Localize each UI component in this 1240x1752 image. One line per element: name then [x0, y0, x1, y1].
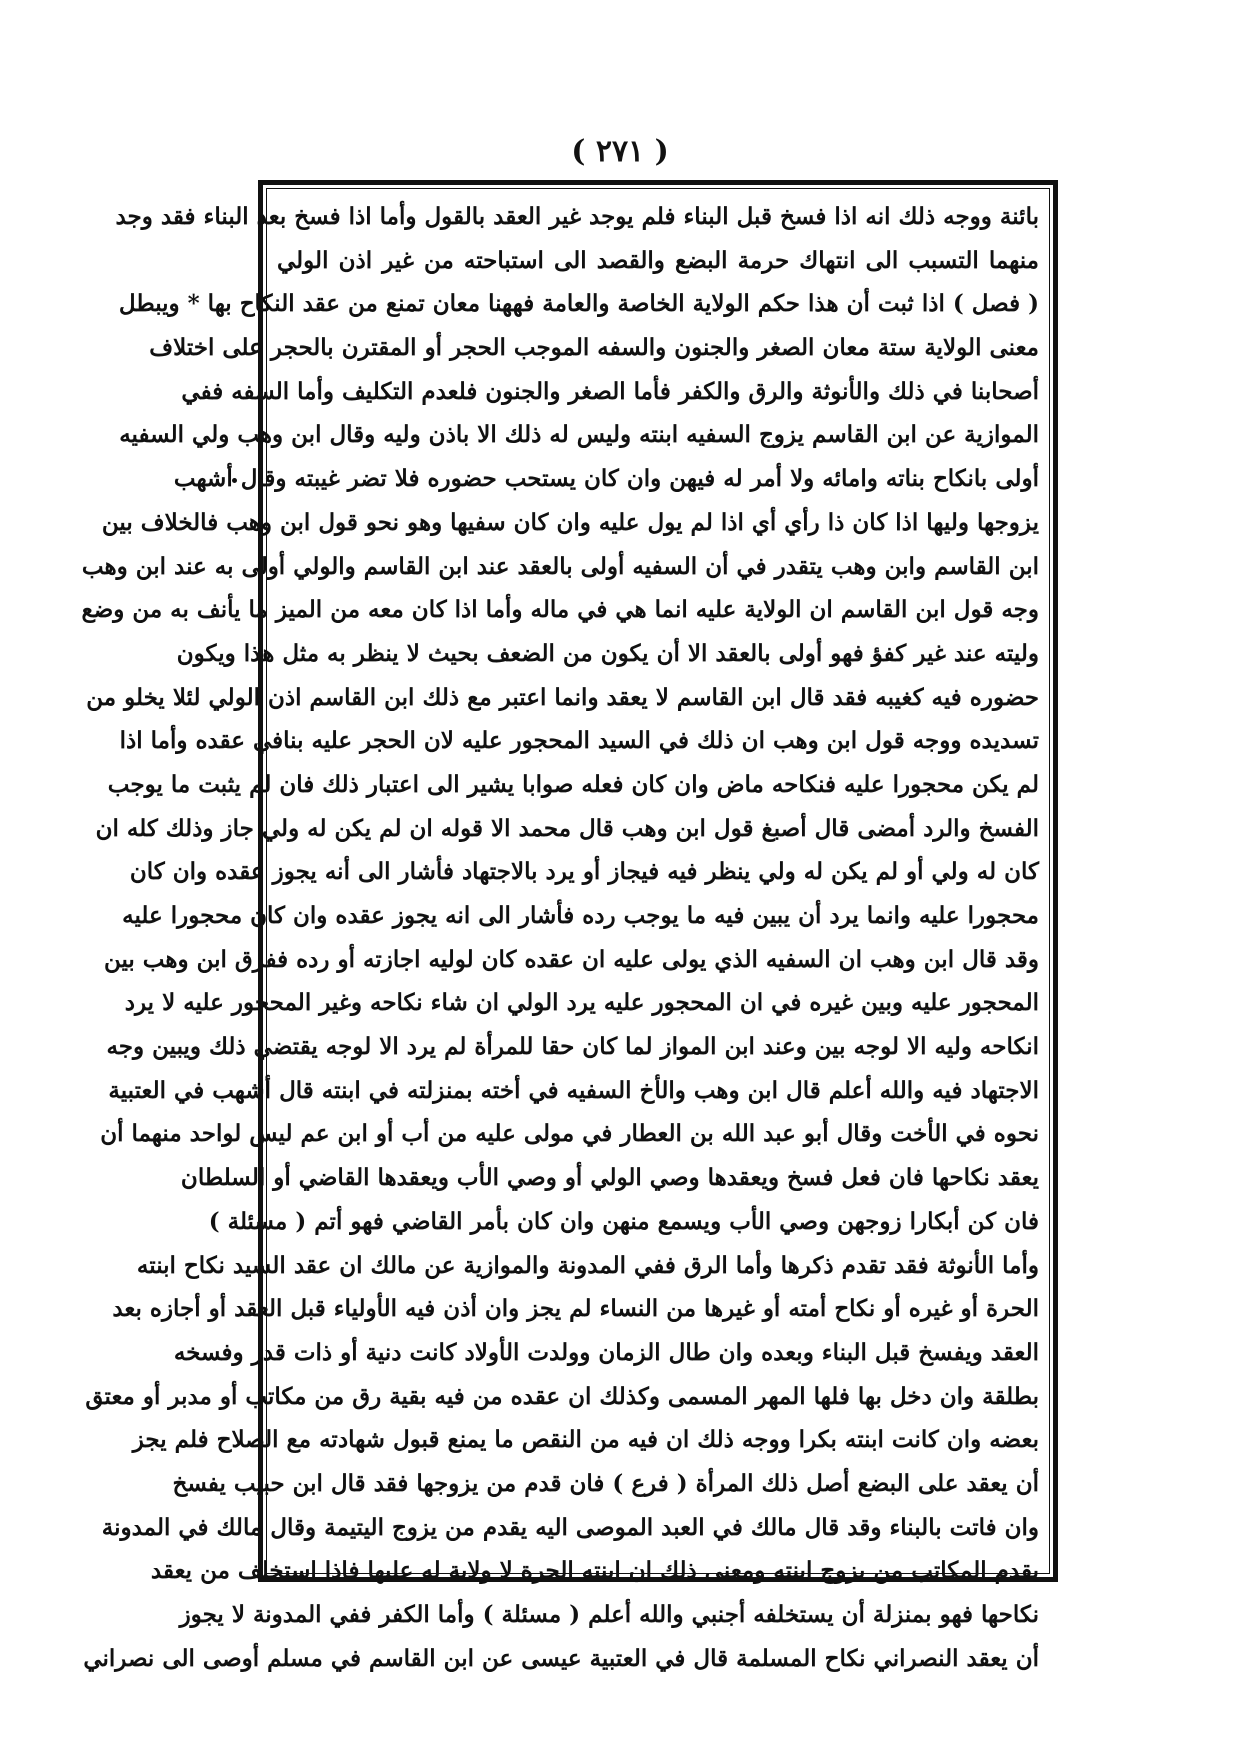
text-line: حضوره فيه كغيبه فقد قال ابن القاسم لا يعقد وانما اعتبر مع ذلك ابن القاسم اذن الولي لئلا يخلو من	[86, 683, 1039, 711]
text-line: يعقد نكاحها فان فعل فسخ ويعقدها وصي الولي أو وصي الأب ويعقدها القاضي أو السلطان	[180, 1164, 1039, 1192]
text-line: العقد ويفسخ قبل البناء وبعده وان طال الزمان وولدت الأولاد كانت دنية أو ذات قدر وفسخه	[173, 1338, 1039, 1366]
text-line: المحجور عليه وبين غيره في ان المحجور عليه يرد الولي ان شاء نكاحه وغير المحجور عليه لا يرد	[124, 989, 1039, 1017]
text-line: بعضه وان كانت ابنته بكرا ووجه ذلك ان فيه من النقص ما يمنع قبول شهادته مع الصلاح فلم يجز	[132, 1426, 1039, 1454]
text-line: ابن القاسم وابن وهب يتقدر في أن السفيه أولى بالعقد عند ابن القاسم والولي أولى به عند ابن وهب	[81, 552, 1039, 580]
text-line: يقدم المكاتب من يزوج ابنته ومعنى ذلك ان ابنته الحرة لا ولاية له عليها فاذا استخلف من يعقد	[150, 1557, 1039, 1585]
text-line: وجه قول ابن القاسم ان الولاية عليه انما هي في ماله وأما اذا كان معه من الميز ما يأنف به من وضع	[81, 596, 1039, 624]
text-line: بطلقة وان دخل بها فلها المهر المسمى وكذلك ان عقده من فيه بقية رق من مكاتب أو مدبر أو معتق	[85, 1382, 1039, 1410]
text-line: الموازية عن ابن القاسم يزوج السفيه ابنته وليس له ذلك الا باذن وليه وقال ابن وهب ولي السفيه	[119, 421, 1039, 449]
text-line: الفسخ والرد أمضى قال أصبغ قول ابن وهب قال محمد الا قوله ان لم يكن له ولي جاز وذلك كله ان	[95, 814, 1039, 842]
page-number: ( ٢٧١ )	[571, 134, 669, 169]
text-line: بائنة ووجه ذلك انه اذا فسخ قبل البناء فلم يوجد غير العقد بالقول وأما اذا فسخ بعد البناء فقد وجد	[115, 203, 1039, 230]
text-line: نحوه في الأخت وقال أبو عبد الله بن العطار في مولى عليه من أب أو ابن عم ليس لواحد منهما أن	[100, 1120, 1039, 1148]
text-line: وأما الأنوثة فقد تقدم ذكرها وأما الرق ففي المدونة والموازية عن مالك ان عقد السيد نكاح ابنته	[136, 1251, 1039, 1279]
text-line: وان فاتت بالبناء وقد قال مالك في العبد الموصى اليه يقدم من يزوج اليتيمة وقال مالك في المدونة	[101, 1513, 1039, 1541]
text-line: وقد قال ابن وهب ان السفيه الذي يولى عليه ان عقده كان لوليه اجازته أو رده ففرق ابن وهب بين	[103, 945, 1039, 973]
text-frame	[81, 180, 1058, 1672]
text-line: تسديده ووجه قول ابن وهب ان ذلك في السيد المحجور عليه لان الحجر عليه بنافي عقده وأما اذا	[119, 727, 1039, 755]
text-line: أصحابنا في ذلك والأنوثة والرق والكفر فأما الصغر والجنون فلعدم التكليف وأما السفه ففي	[181, 377, 1039, 405]
text-line: كان له ولي أو لم يكن له ولي ينظر فيه فيجاز أو يرد بالاجتهاد فأشار الى أنه يجوز عقده وان كان	[129, 858, 1039, 886]
text-line: فان كن أبكارا زوجهن وصي الأب ويسمع منهن وان كان بأمر القاضي فهو أتم ( مسئلة )	[208, 1207, 1039, 1235]
text-line: الاجتهاد فيه والله أعلم قال ابن وهب والأخ السفيه في أخته بمنزلته في ابنته قال أشهب في العتبية	[108, 1076, 1039, 1104]
text-line: منهما التسبب الى انتهاك حرمة البضع والقصد الى استباحته من غير اذن الولي	[277, 246, 1039, 274]
text-line: انكاحه وليه الا لوجه بين وعند ابن المواز لما كان حقا للمرأة لم يرد الا لوجه يقتضي ذلك ويبين وجه	[106, 1033, 1039, 1061]
text-line: وليته عند غير كفؤ فهو أولى بالعقد الا أن يكون من الضعف بحيث لا ينظر به مثل هذا ويكون	[176, 639, 1039, 667]
text-line: أن يعقد على البضع أصل ذلك المرأة ( فرع ) فان قدم من يزوجها فقد قال ابن حبيب يفسخ	[172, 1469, 1039, 1497]
text-line: لم يكن محجورا عليه فنكاحه ماض وان كان فعله صوابا يشير الى اعتبار ذلك فان لم يثبت ما يوجب	[107, 770, 1039, 798]
text-line: ( فصل ) اذا ثبت أن هذا حكم الولاية الخاصة والعامة فههنا معان تمنع من عقد النكاح بها * ويبطل	[118, 290, 1039, 318]
text-line: نكاحها فهو بمنزلة أن يستخلفه أجنبي والله أعلم ( مسئلة ) وأما الكفر ففي المدونة لا يجوز	[179, 1601, 1039, 1628]
body-text	[81, 195, 1039, 1680]
text-line: معنى الولاية ستة معان الصغر والجنون والسفه الموجب الحجر أو المقترن بالحجر على اختلاف	[149, 334, 1039, 362]
text-line: أولى بانكاح بناته وامائه ولا أمر له فيهن وان كان يستحب حضوره فلا تضر غيبته وقال أشهب	[173, 465, 1039, 493]
text-line: الحرة أو غيره أو نكاح أمته أو غيرها من النساء لم يجز وان أذن فيه الأولياء قبل العقد أو أجازه بعد	[112, 1295, 1039, 1323]
text-line: يزوجها وليها اذا كان ذا رأي أي اذا لم يول عليه وان كان سفيها وهو نحو قول ابن وهب فالخلاف بين	[101, 508, 1039, 536]
text-frame-inner	[81, 188, 1050, 1672]
text-line: أن يعقد النصراني نكاح المسلمة قال في العتبية عيسى عن ابن القاسم في مسلم أوصى الى نصراني	[83, 1644, 1039, 1672]
text-line: محجورا عليه وانما يرد أن يبين فيه ما يوجب رده فأشار الى انه يجوز عقده وان كان محجورا عليه	[122, 902, 1039, 929]
